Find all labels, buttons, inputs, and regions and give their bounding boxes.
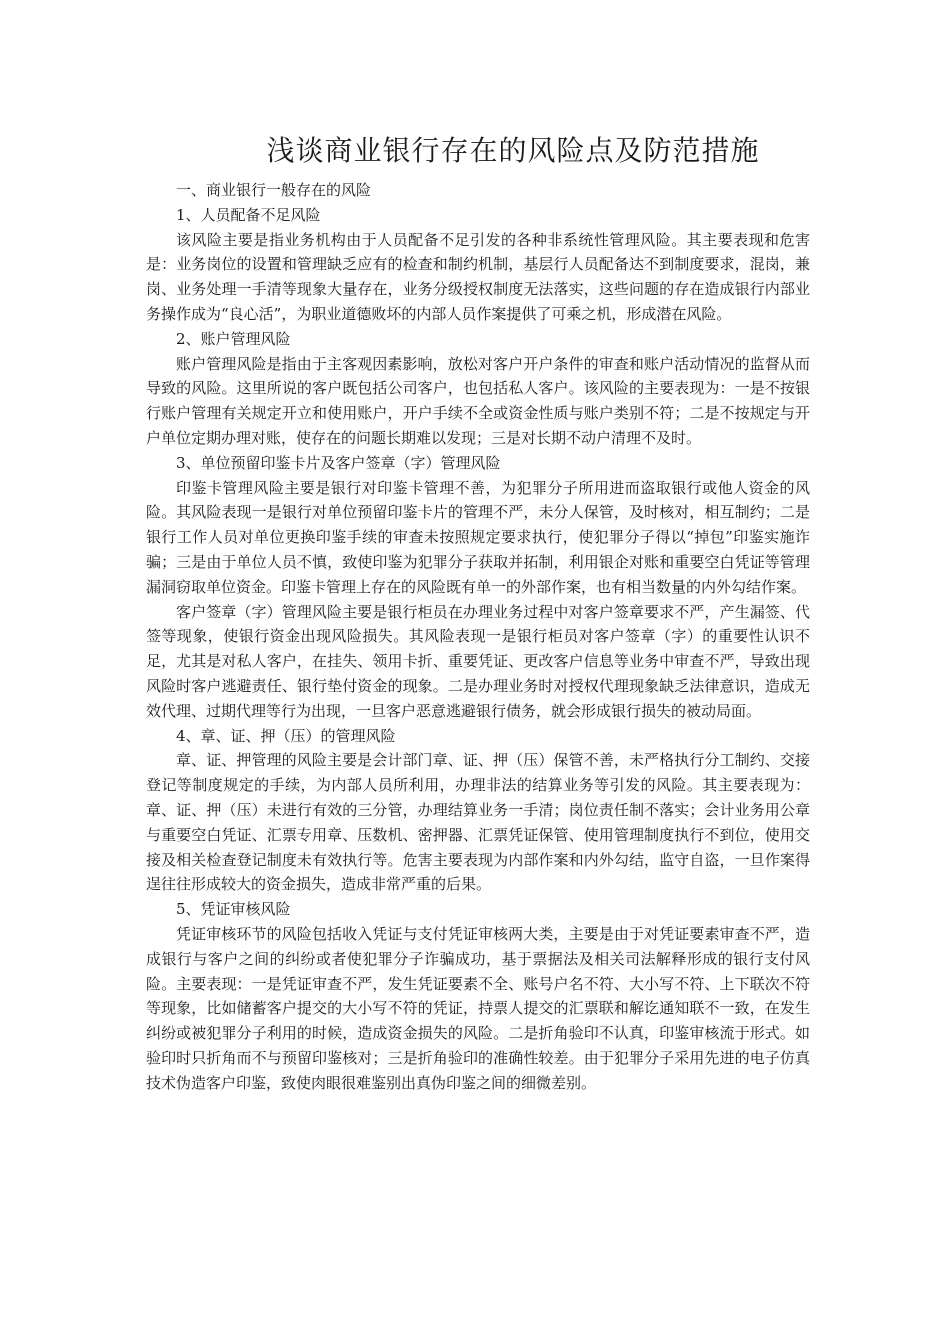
document-page xyxy=(146,128,810,1095)
paragraph-3-1: 印鉴卡管理风险主要是银行对印鉴卡管理不善，为犯罪分子所用进而盗取银行或他人资金的风险。其风险表现一是银行对单位预留印鉴卡片的管理不严，未分人保管，及时核对，相互制约；二是银行工作人员对单位更换印鉴手续的审查未按照规定要求执行，使犯罪分子得以“掉包”印鉴实施诈骗；三是由于单位人员不慎，致使印鉴为犯罪分子获取并拓制，利用银企对账和重要空白凭证等管理漏洞窃取单位资金。印鉴卡管理上存在的风险既有单一的外部作案，也有相当数量的内外勾结作案。 xyxy=(146,478,810,596)
paragraph-5-1: 凭证审核环节的风险包括收入凭证与支付凭证审核两大类，主要是由于对凭证要素审查不严，造成银行与客户之间的纠纷或者使犯罪分子诈骗成功，基于票据法及相关司法解释形成的银行支付风险。主要表现：一是凭证审查不严，发生凭证要素不全、账号户名不符、大小写不符、上下联次不符等现象，比如储蓄客户提交的大小写不符的凭证，持票人提交的汇票联和解讫通知联不一致，在发生纠纷或被犯罪分子利用的时候，造成资金损失的风险。二是折角验印不认真，印鉴审核流于形式。如验印时只折角而不与预留印鉴核对；三是折角验印的准确性较差。由于犯罪分子采用先进的电子仿真技术伪造客户印鉴，致使肉眼很难鉴别出真伪印鉴之间的细微差别。 xyxy=(146,924,810,1092)
subsection-heading-1: 1、人员配备不足风险 xyxy=(176,205,321,224)
section-heading: 一、商业银行一般存在的风险 xyxy=(176,181,372,199)
paragraph-3-2: 客户签章（字）管理风险主要是银行柜员在办理业务过程中对客户签章要求不严，产生漏签、代签等现象，使银行资金出现风险损失。其风险表现一是银行柜员对客户签章（字）的重要性认识不足，尤其是对私人客户，在挂失、领用卡折、重要凭证、更改客户信息等业务中审查不严，导致出现风险时客户逃避责任、银行垫付资金的现象。二是办理业务时对授权代理现象缺乏法律意识，造成无效代理、过期代理等行为出现，一旦客户恶意逃避银行债务，就会形成银行损失的被动局面。 xyxy=(146,602,810,720)
subsection-heading-3: 3、单位预留印鉴卡片及客户签章（字）管理风险 xyxy=(176,453,501,472)
subsection-heading-5: 5、凭证审核风险 xyxy=(176,900,291,919)
paragraph-1-1: 该风险主要是指业务机构由于人员配备不足引发的各种非系统性管理风险。其主要表现和危害是：业务岗位的设置和管理缺乏应有的检查和制约机制，基层行人员配备达不到制度要求，混岗，兼岗、业务处理一手清等现象大量存在，业务分级授权制度无法落实，这些问题的存在造成银行内部业务操作成为“良心活”，为职业道德败坏的内部人员作案提供了可乘之机，形成潜在风险。 xyxy=(146,230,810,323)
subsection-heading-4: 4、章、证、押（压）的管理风险 xyxy=(176,726,396,745)
subsection-heading-2: 2、账户管理风险 xyxy=(176,329,291,348)
paragraph-2-1: 账户管理风险是指由于主客观因素影响，放松对客户开户条件的审查和账户活动情况的监督从而导致的风险。这里所说的客户既包括公司客户，也包括私人客户。该风险的主要表现为：一是不按银行账户管理有关规定开立和使用账户，开户手续不全或资金性质与账户类别不符；二是不按规定与开户单位定期办理对账，使存在的问题长期难以发现；三是对长期不动户清理不及时。 xyxy=(146,354,810,447)
paragraph-4-1: 章、证、押管理的风险主要是会计部门章、证、押（压）保管不善，未严格执行分工制约、交接登记等制度规定的手续，为内部人员所利用，办理非法的结算业务等引发的风险。其主要表现为：章、证、押（压）未进行有效的三分管，办理结算业务一手清；岗位责任制不落实；会计业务用公章与重要空白凭证、汇票专用章、压数机、密押器、汇票凭证保管、使用管理制度执行不到位，使用交接及相关检查登记制度未有效执行等。危害主要表现为内部作案和内外勾结，监守自盗，一旦作案得逞往往形成较大的资金损失，造成非常严重的后果。 xyxy=(146,751,810,894)
document-title: 浅谈商业银行存在的风险点及防范措施 xyxy=(266,134,760,167)
